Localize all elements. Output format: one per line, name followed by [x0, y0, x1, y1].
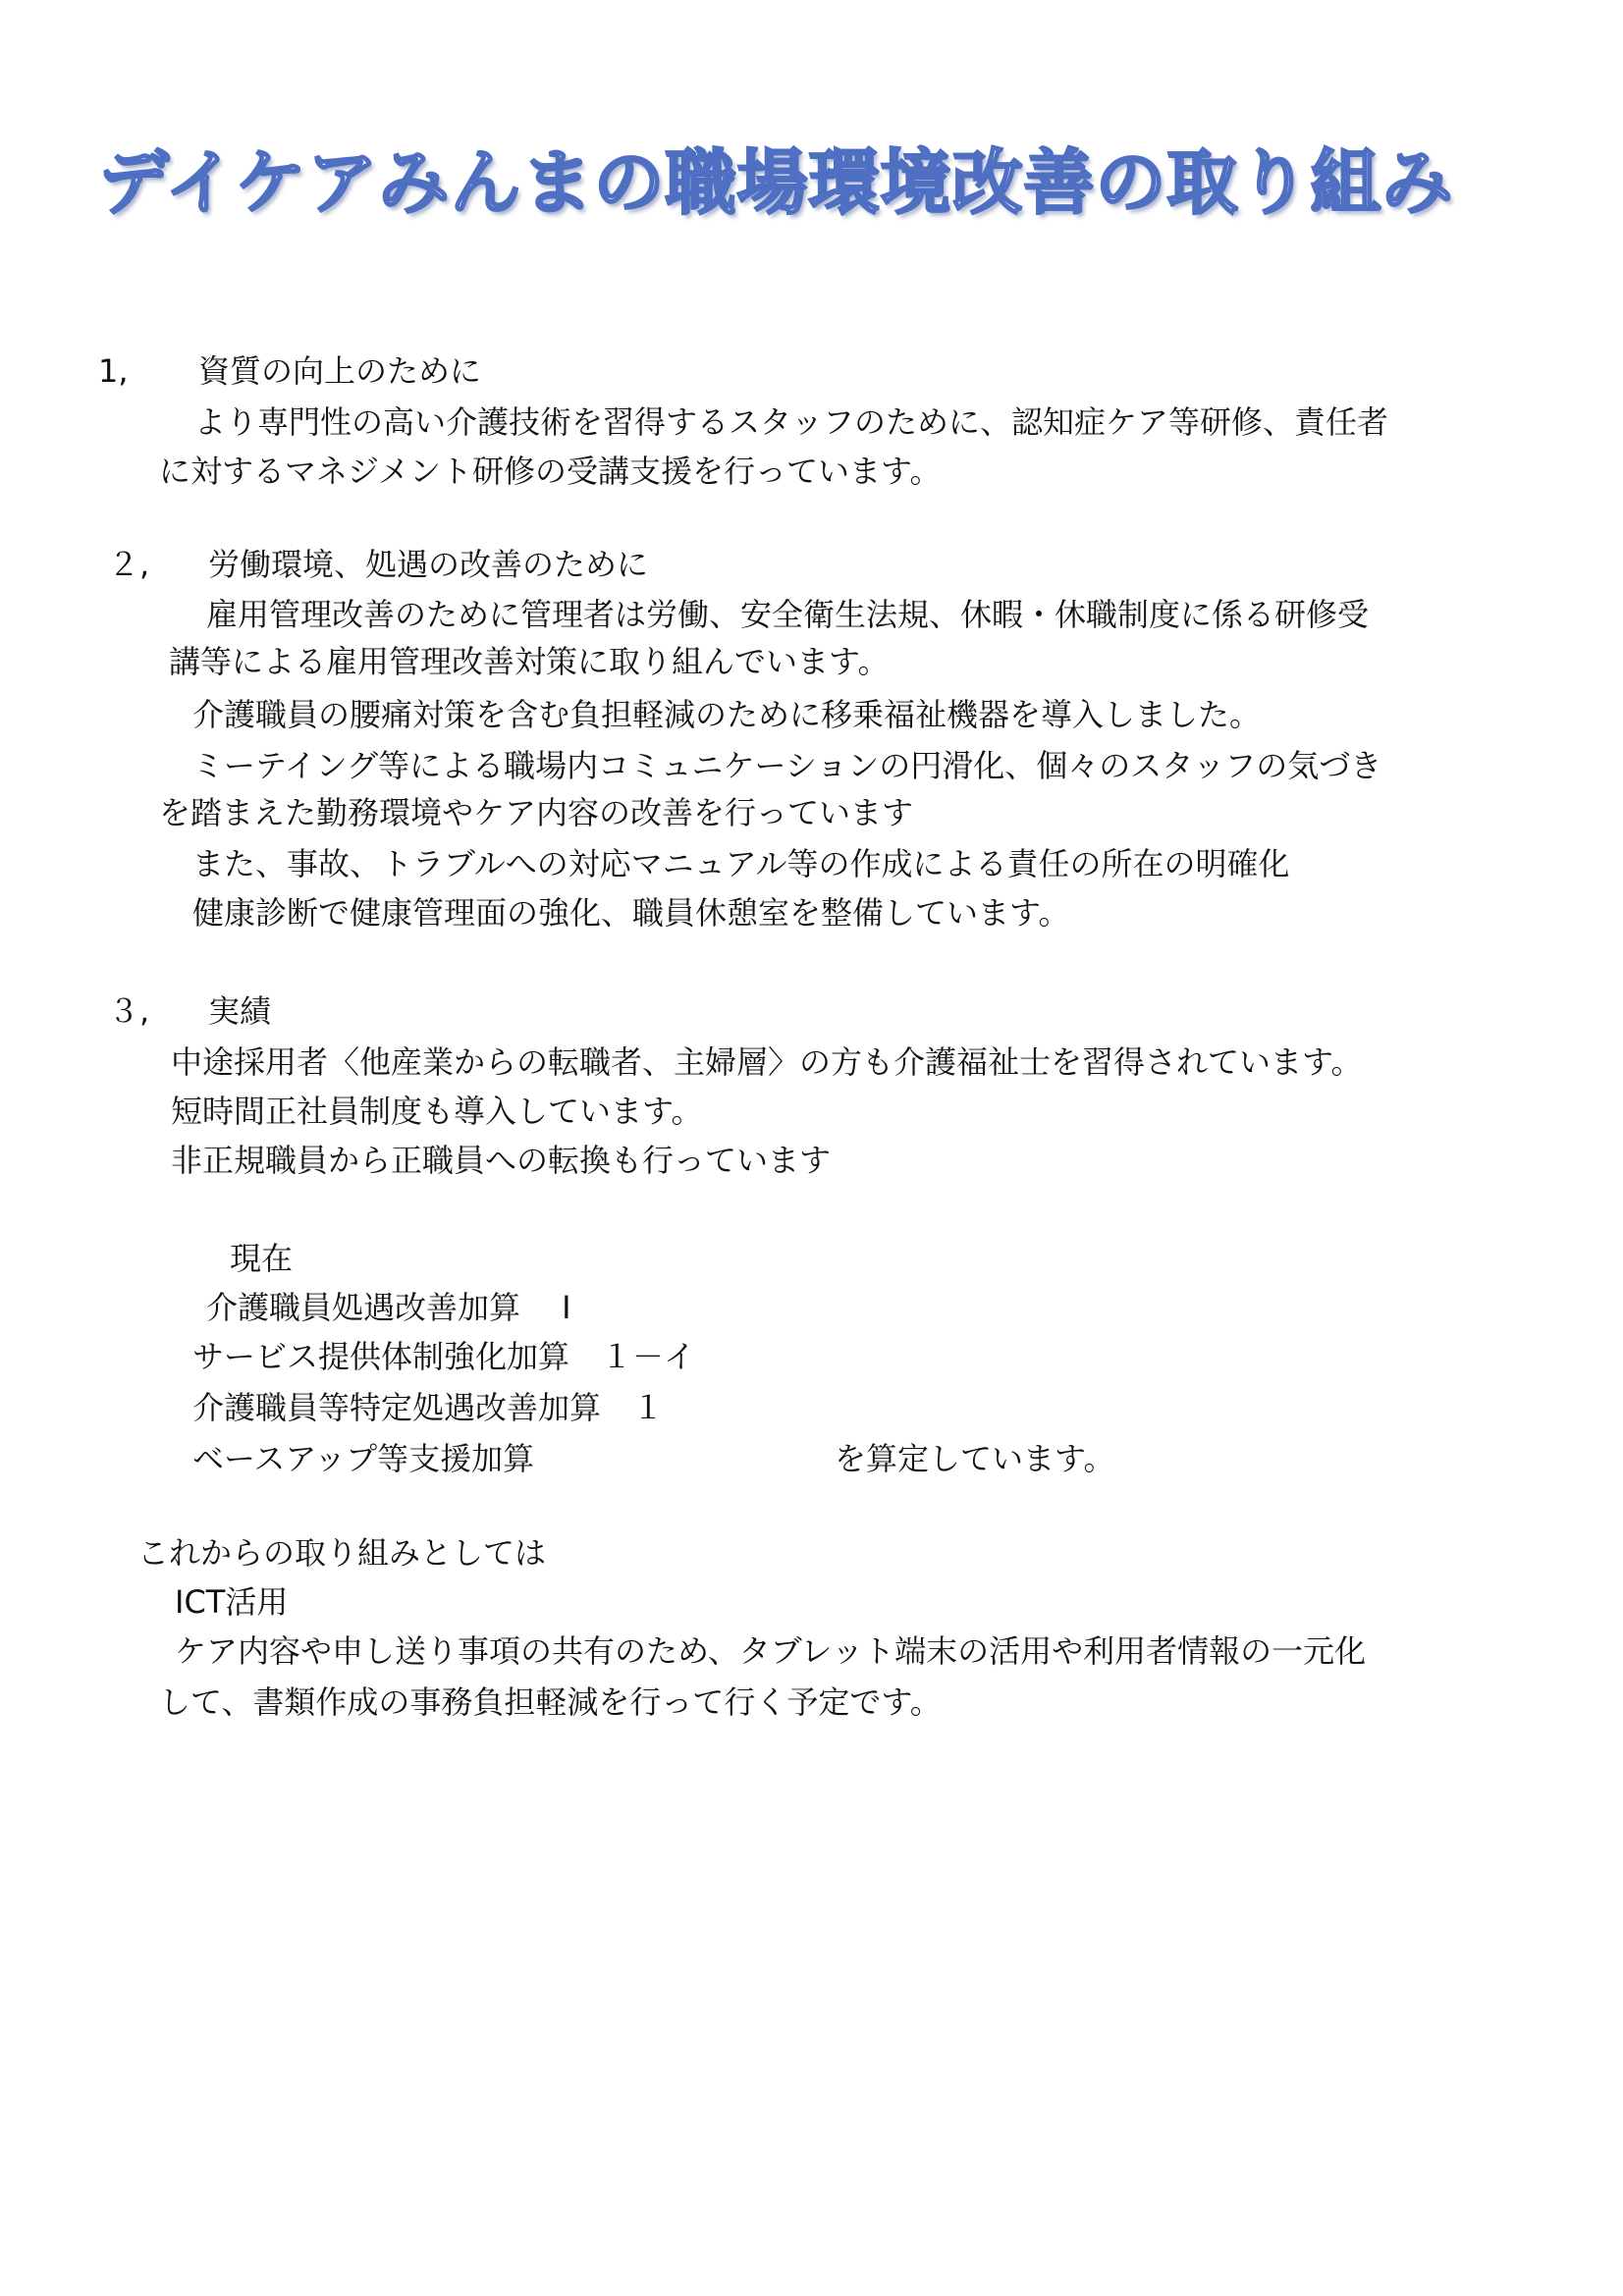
section-3-title: 実績 [208, 992, 272, 1030]
section-2-line-6: また、事故、トラブルへの対応マニュアル等の作成による責任の所在の明確化 [192, 845, 1290, 882]
future-heading: これからの取り組みとしては [137, 1534, 547, 1572]
section-1-title: 資質の向上のために [198, 352, 482, 390]
current-suffix: を算定しています。 [835, 1440, 1115, 1477]
section-3-heading [108, 991, 271, 1031]
current-item-4: ベースアップ等支援加算 [192, 1440, 535, 1477]
section-1-line-2: に対するマネジメント研修の受講支援を行っています。 [159, 453, 942, 490]
future-line-2: して、書類作成の事務負担軽減を行って行く予定です。 [159, 1683, 942, 1721]
page-title: デイケアみんまの職場環境改善の取り組み [98, 141, 1454, 224]
section-2-title: 労働環境、処遇の改善のために [208, 546, 649, 583]
section-3-line-3: 非正規職員から正職員への転換も行っています [171, 1142, 832, 1179]
section-2-heading [108, 545, 648, 584]
current-label: 現在 [230, 1240, 294, 1277]
section-2-line-7: 健康診断で健康管理面の強化、職員休憩室を整備しています。 [192, 894, 1070, 932]
section-3-line-1: 中途採用者〈他産業からの転職者、主婦層〉の方も介護福祉士を習得されています。 [171, 1043, 1363, 1081]
current-item-1: 介護職員処遇改善加算 Ⅰ [206, 1289, 571, 1326]
current-item-3: 介護職員等特定処遇改善加算 １ [192, 1389, 665, 1426]
section-2-number: ２, [108, 546, 150, 583]
future-sub: ICT活用 [175, 1583, 289, 1621]
section-2-line-5: を踏まえた勤務環境やケア内容の改善を行っています [159, 794, 914, 831]
section-3-number: ３, [108, 992, 150, 1030]
section-2-line-1: 雇用管理改善のために管理者は労働、安全衛生法規、休暇・休職制度に係る研修受 [206, 596, 1370, 633]
section-1-heading [98, 351, 481, 391]
future-line-1: ケア内容や申し送り事項の共有のため、タブレット端末の活用や利用者情報の一元化 [175, 1632, 1367, 1670]
section-2-line-2: 講等による雇用管理改善対策に取り組んでいます。 [169, 643, 890, 680]
section-3-line-2: 短時間正社員制度も導入しています。 [171, 1093, 703, 1130]
current-item-2: サービス提供体制強化加算 １－イ [192, 1338, 696, 1375]
section-2-line-4: ミーテイング等による職場内コミュニケーションの円滑化、個々のスタッフの気づき [192, 747, 1382, 784]
section-1-line-1: より専門性の高い介護技術を習得するスタッフのために、認知症ケア等研修、責任者 [194, 403, 1389, 441]
section-2-line-3: 介護職員の腰痛対策を含む負担軽減のために移乗福祉機器を導入しました。 [192, 696, 1262, 733]
section-1-number: 1, [98, 352, 129, 390]
